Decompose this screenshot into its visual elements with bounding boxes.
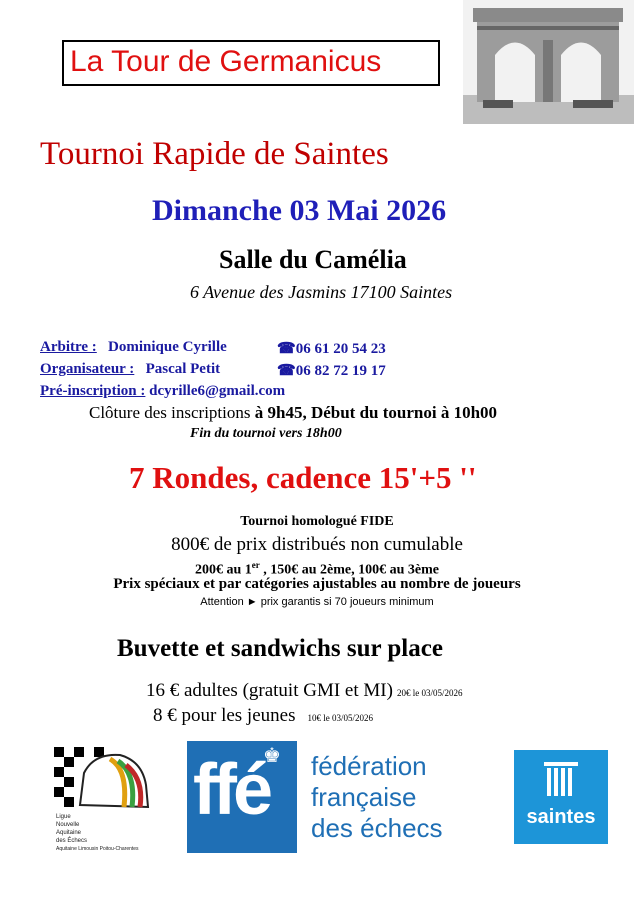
- ffe-logo: ffé ♚ fédération française des échecs: [187, 741, 462, 853]
- organisateur-label: Organisateur :: [40, 361, 135, 377]
- organisateur-name: Pascal Petit: [145, 361, 221, 377]
- tournament-title: Tournoi Rapide de Saintes: [40, 136, 389, 172]
- venue-name: Salle du Camélia: [219, 245, 407, 274]
- fide-rated: Tournoi homologué FIDE: [240, 514, 394, 529]
- arbitre-name: Dominique Cyrille: [108, 339, 227, 355]
- organisateur-phone: ☎06 82 72 19 17: [277, 363, 386, 379]
- venue-address: 6 Avenue des Jasmins 17100 Saintes: [190, 282, 453, 302]
- phone-icon: ☎: [277, 363, 296, 379]
- end-time: Fin du tournoi vers 18h00: [190, 426, 342, 441]
- ffe-mark: ffé ♚: [187, 741, 297, 853]
- event-date: Dimanche 03 Mai 2026: [152, 194, 447, 227]
- fee-adults-late: 20€ le 03/05/2026: [396, 688, 463, 698]
- fee-youth: 8 € pour les jeunes 10€ le 03/05/2026: [153, 705, 373, 726]
- arbitre-line: [40, 339, 227, 356]
- prize-distribution: 200€ au 1er , 150€ au 2ème, 100€ au 3ème: [194, 560, 440, 578]
- arbitre-label: Arbitre :: [40, 339, 97, 355]
- club-badge: [62, 40, 440, 86]
- registration-close: Clôture des inscriptions à 9h45, Début du tournoi à 10h00: [89, 403, 498, 422]
- fee-adults: 16 € adultes (gratuit GMI et MI) 20€ le 03/05/2026: [146, 680, 463, 701]
- ligue-logo: Ligue Nouvelle Aquitaine des Échecs Aquitaine Limousin Poitou-Charentes: [50, 745, 155, 855]
- fee-youth-late: 10€ le 03/05/2026: [307, 713, 373, 723]
- arch-illustration: [463, 0, 634, 124]
- crown-icon: ♚: [263, 745, 281, 767]
- contact-email[interactable]: dcyrille6@gmail.com: [149, 383, 286, 399]
- club-name: La Tour de Germanicus: [70, 45, 382, 78]
- columns-icon: [514, 750, 608, 810]
- refreshments: Buvette et sandwichs sur place: [117, 635, 443, 662]
- rounds-cadence: 7 Rondes, cadence 15'+5 '': [129, 460, 477, 495]
- knight-icon: [50, 745, 155, 813]
- special-prizes: Prix spéciaux et par catégories ajustables au nombre de joueurs: [113, 576, 521, 592]
- attention-note: Attention ► prix garantis si 70 joueurs minimum: [200, 596, 434, 608]
- preinscription-label: Pré-inscription :: [40, 383, 146, 399]
- arbitre-phone: ☎06 61 20 54 23: [277, 341, 386, 357]
- preinscription-line: [40, 383, 285, 400]
- organisateur-line: [40, 361, 220, 378]
- phone-icon: ☎: [277, 341, 296, 357]
- saintes-logo: saintes: [514, 750, 608, 844]
- prize-fund: 800€ de prix distribués non cumulable: [171, 534, 463, 555]
